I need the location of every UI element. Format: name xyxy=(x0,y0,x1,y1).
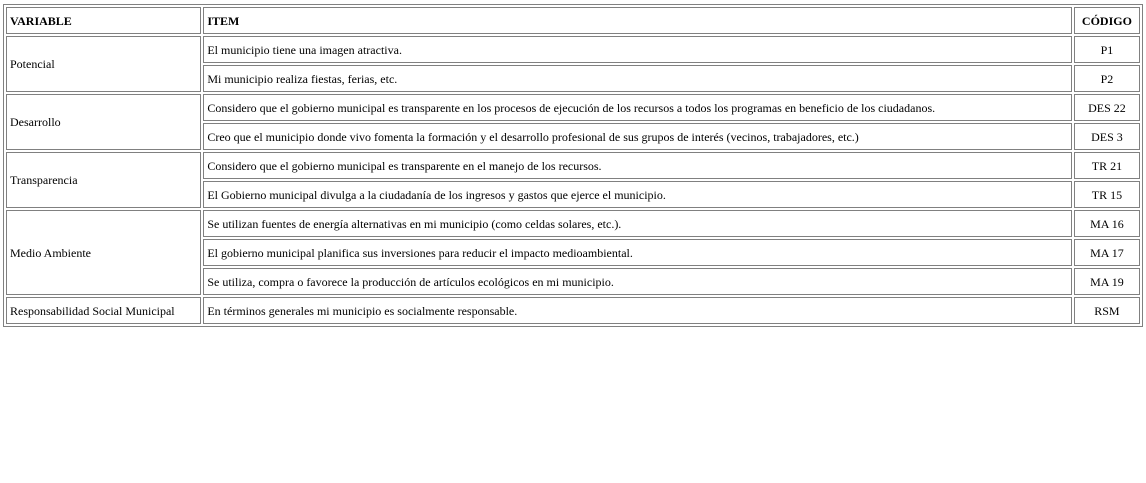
item-cell: El municipio tiene una imagen atractiva. xyxy=(203,36,1072,63)
code-cell: P2 xyxy=(1074,65,1140,92)
variable-cell: Desarrollo xyxy=(6,94,201,150)
item-cell: El Gobierno municipal divulga a la ciudadanía de los ingresos y gastos que ejerce el municipio. xyxy=(203,181,1072,208)
code-cell: TR 21 xyxy=(1074,152,1140,179)
header-item: ITEM xyxy=(203,7,1072,34)
code-cell: MA 16 xyxy=(1074,210,1140,237)
item-cell: Creo que el municipio donde vivo fomenta la formación y el desarrollo profesional de sus grupos de interés (vecinos, trabajadores, etc.) xyxy=(203,123,1072,150)
code-cell: MA 17 xyxy=(1074,239,1140,266)
table-row xyxy=(6,297,1140,324)
item-cell: Se utilizan fuentes de energía alternativas en mi municipio (como celdas solares, etc.). xyxy=(203,210,1072,237)
code-cell: TR 15 xyxy=(1074,181,1140,208)
code-cell: DES 22 xyxy=(1074,94,1140,121)
item-cell: Considero que el gobierno municipal es transparente en los procesos de ejecución de los recursos a todos los programas en beneficio de los ciudadanos. xyxy=(203,94,1072,121)
code-cell: DES 3 xyxy=(1074,123,1140,150)
table-row xyxy=(6,94,1140,121)
variable-cell: Potencial xyxy=(6,36,201,92)
code-cell: RSM xyxy=(1074,297,1140,324)
header-code: CÓDIGO xyxy=(1074,7,1140,34)
item-cell: Se utiliza, compra o favorece la producción de artículos ecológicos en mi municipio. xyxy=(203,268,1072,295)
header-row xyxy=(6,7,1140,34)
header-variable: VARIABLE xyxy=(6,7,201,34)
item-cell: Mi municipio realiza fiestas, ferias, etc. xyxy=(203,65,1072,92)
code-cell: P1 xyxy=(1074,36,1140,63)
table-row xyxy=(6,36,1140,63)
item-cell: En términos generales mi municipio es socialmente responsable. xyxy=(203,297,1072,324)
code-cell: MA 19 xyxy=(1074,268,1140,295)
variable-cell: Medio Ambiente xyxy=(6,210,201,295)
table-row xyxy=(6,152,1140,179)
variable-cell: Responsabilidad Social Municipal xyxy=(6,297,201,324)
variable-cell: Transparencia xyxy=(6,152,201,208)
item-cell: Considero que el gobierno municipal es transparente en el manejo de los recursos. xyxy=(203,152,1072,179)
table-row xyxy=(6,210,1140,237)
variables-table xyxy=(3,4,1143,327)
item-cell: El gobierno municipal planifica sus inversiones para reducir el impacto medioambiental. xyxy=(203,239,1072,266)
